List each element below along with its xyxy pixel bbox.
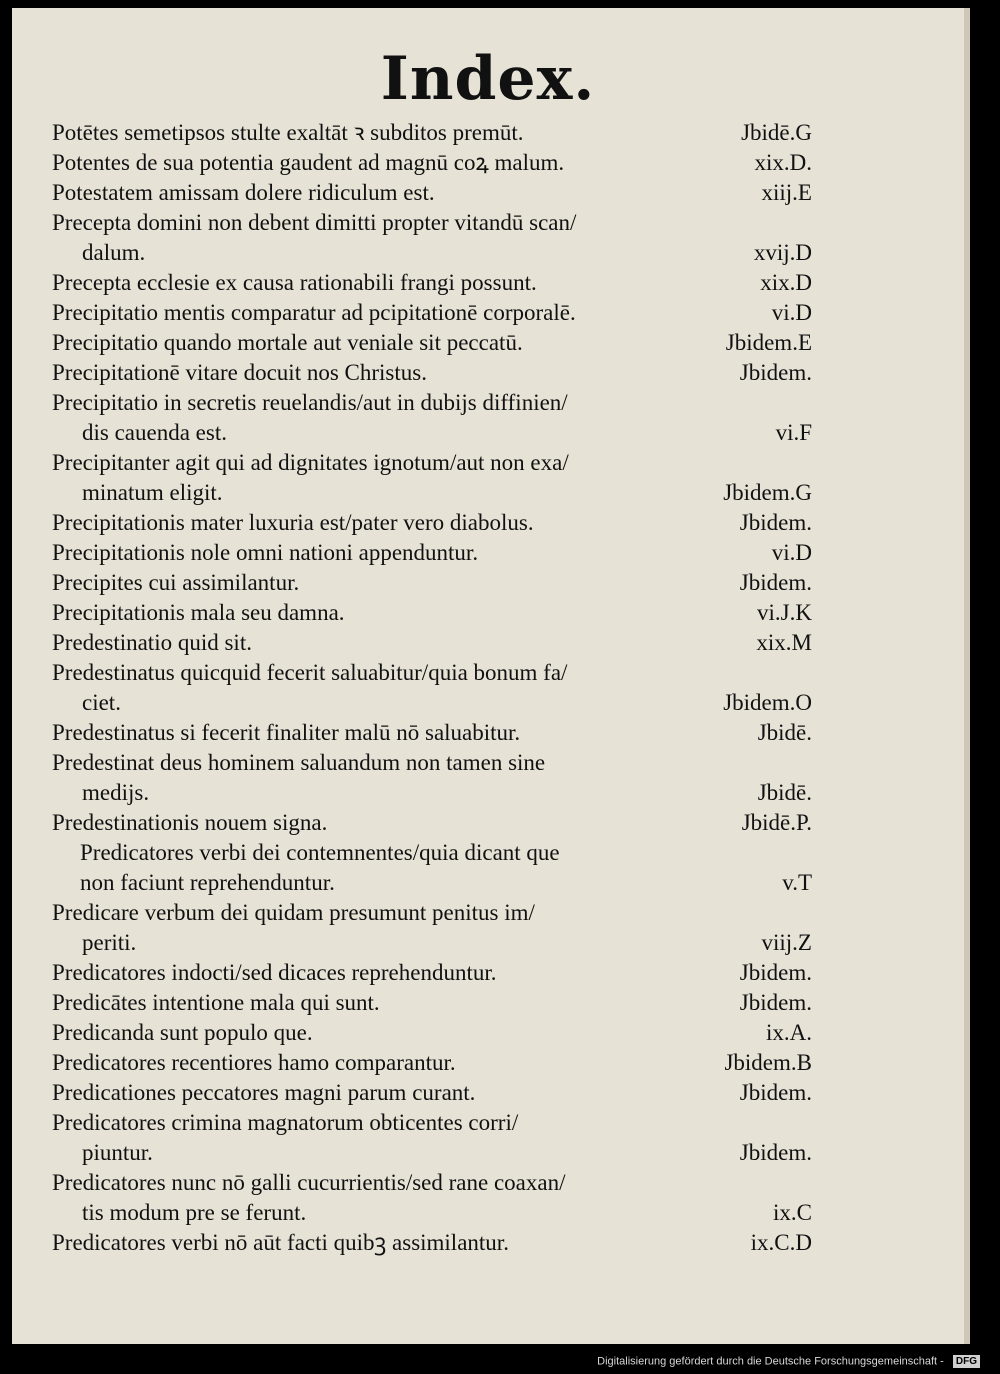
entry-reference: Jbidē. xyxy=(757,780,812,805)
entry-text-line: Precipitatio in secretis reuelandis/aut in dubijs diffinien/ xyxy=(52,390,568,415)
entry-reference: v.T xyxy=(782,870,812,895)
entry-reference: Jbidem. xyxy=(739,360,812,385)
index-entry xyxy=(52,118,812,148)
entry-text-line: Precepta ecclesie ex causa rationabili frangi possunt. xyxy=(52,270,537,295)
entry-reference: Jbidem.O xyxy=(723,690,812,715)
entry-text-line: Predestinatus si fecerit finaliter malū nō saluabitur. xyxy=(52,720,521,745)
index-entry xyxy=(52,838,812,898)
entry-text-line: Predicanda sunt populo que. xyxy=(52,1020,313,1045)
entry-text-line: Predicatores crimina magnatorum obticentes corri/ xyxy=(52,1110,519,1135)
index-entry xyxy=(52,1018,812,1048)
entry-reference: ix.C.D xyxy=(750,1230,812,1255)
entry-text-line: Precepta domini non debent dimitti propter vitandū scan/ xyxy=(52,210,577,235)
entry-text-line: Precipitanter agit qui ad dignitates ignotum/aut non exa/ xyxy=(52,450,569,475)
entry-text-line: Predicātes intentione mala qui sunt. xyxy=(52,990,380,1015)
entry-reference: Jbidem. xyxy=(739,990,812,1015)
document-page xyxy=(12,8,970,1344)
entry-text-line: Predestinationis nouem signa. xyxy=(52,810,328,835)
entry-text-line: non faciunt reprehenduntur. xyxy=(80,870,335,895)
entry-text-line: Precipitationē vitare docuit nos Christus. xyxy=(52,360,427,385)
dfg-logo: DFG xyxy=(953,1355,980,1368)
entry-reference: vi.F xyxy=(775,420,812,445)
entry-reference: Jbidem. xyxy=(739,1140,812,1165)
index-entries xyxy=(52,118,812,1258)
entry-text-line: Predicatores nunc nō galli cucurrientis/sed rane coaxan/ xyxy=(52,1170,566,1195)
index-entry xyxy=(52,148,812,178)
entry-reference: xix.D. xyxy=(754,150,812,175)
entry-text-line: medijs. xyxy=(82,780,150,805)
entry-text-line: Precipitationis mater luxuria est/pater vero diabolus. xyxy=(52,510,534,535)
index-entry xyxy=(52,568,812,598)
entry-reference: Jbidē.G xyxy=(741,120,812,145)
entry-text-line: Predestinatus quicquid fecerit saluabitur/quia bonum fa/ xyxy=(52,660,568,685)
index-entry xyxy=(52,448,812,508)
index-entry xyxy=(52,748,812,808)
index-entry xyxy=(52,358,812,388)
entry-text-line: minatum eligit. xyxy=(82,480,223,505)
footer-text: Digitalisierung gefördert durch die Deutsche Forschungsgemeinschaft - xyxy=(597,1355,944,1368)
entry-text-line: piuntur. xyxy=(82,1140,153,1165)
index-entry xyxy=(52,328,812,358)
index-entry xyxy=(52,1078,812,1108)
footer xyxy=(0,1355,980,1368)
index-entry xyxy=(52,1048,812,1078)
entry-text-line: Predicationes peccatores magni parum curant. xyxy=(52,1080,476,1105)
entry-reference: vi.D xyxy=(771,300,812,325)
index-entry xyxy=(52,178,812,208)
entry-reference: Jbidem. xyxy=(739,1080,812,1105)
entry-text-line: Predicatores verbi nō aūt facti quibꝫ assimilantur. xyxy=(52,1230,509,1255)
index-entry xyxy=(52,1168,812,1228)
entry-reference: xix.D xyxy=(760,270,812,295)
index-entry xyxy=(52,958,812,988)
entry-text-line: Precipitationis mala seu damna. xyxy=(52,600,345,625)
index-entry xyxy=(52,898,812,958)
entry-reference: xvij.D xyxy=(753,240,812,265)
entry-reference: vi.D xyxy=(771,540,812,565)
index-entry xyxy=(52,388,812,448)
entry-text-line: Potētes semetipsos stulte exaltāt ꝛ subditos premūt. xyxy=(52,120,524,145)
entry-text-line: Precipites cui assimilantur. xyxy=(52,570,300,595)
entry-text-line: Predicatores recentiores hamo comparantur. xyxy=(52,1050,456,1075)
index-entry xyxy=(52,298,812,328)
entry-text-line: ciet. xyxy=(82,690,121,715)
entry-reference: Jbidem. xyxy=(739,570,812,595)
entry-reference: viij.Z xyxy=(761,930,812,955)
index-entry xyxy=(52,508,812,538)
entry-text-line: Predicatores verbi dei contemnentes/quia dicant que xyxy=(80,840,560,865)
index-entry xyxy=(52,808,812,838)
index-entry xyxy=(52,598,812,628)
entry-reference: Jbidē.P. xyxy=(741,810,812,835)
entry-reference: ix.C xyxy=(773,1200,812,1225)
entry-text-line: Potentes de sua potentia gaudent ad magnū coꝝ malum. xyxy=(52,150,565,175)
entry-reference: Jbidem. xyxy=(739,960,812,985)
index-entry xyxy=(52,538,812,568)
entry-reference: xix.M xyxy=(756,630,812,655)
entry-reference: xiij.E xyxy=(761,180,812,205)
index-entry xyxy=(52,628,812,658)
entry-text-line: Precipitatio mentis comparatur ad pcipitationē corporalē. xyxy=(52,300,576,325)
entry-text-line: Predicare verbum dei quidam presumunt penitus im/ xyxy=(52,900,535,925)
entry-reference: Jbidem.B xyxy=(724,1050,812,1075)
page-title: Index. xyxy=(380,44,596,114)
entry-text-line: Precipitationis nole omni nationi appenduntur. xyxy=(52,540,479,565)
entry-text-line: dis cauenda est. xyxy=(82,420,227,445)
entry-text-line: tis modum pre se ferunt. xyxy=(82,1200,307,1225)
index-entry xyxy=(52,988,812,1018)
index-entry xyxy=(52,658,812,718)
entry-text-line: Potestatem amissam dolere ridiculum est. xyxy=(52,180,435,205)
entry-text-line: dalum. xyxy=(82,240,146,265)
index-entry xyxy=(52,718,812,748)
entry-text-line: Predestinat deus hominem saluandum non tamen sine xyxy=(52,750,546,775)
entry-reference: Jbidem.G xyxy=(723,480,812,505)
entry-text-line: Precipitatio quando mortale aut veniale sit peccatū. xyxy=(52,330,523,355)
entry-reference: Jbidem.E xyxy=(725,330,812,355)
entry-reference: Jbidem. xyxy=(739,510,812,535)
index-entry xyxy=(52,268,812,298)
entry-text-line: periti. xyxy=(82,930,137,955)
entry-reference: vi.J.K xyxy=(757,600,812,625)
entry-reference: Jbidē. xyxy=(757,720,812,745)
index-entry xyxy=(52,208,812,268)
entry-reference: ix.A. xyxy=(766,1020,812,1045)
index-entry xyxy=(52,1108,812,1168)
entry-text-line: Predicatores indocti/sed dicaces reprehenduntur. xyxy=(52,960,497,985)
entry-text-line: Predestinatio quid sit. xyxy=(52,630,252,655)
index-entry xyxy=(52,1228,812,1258)
